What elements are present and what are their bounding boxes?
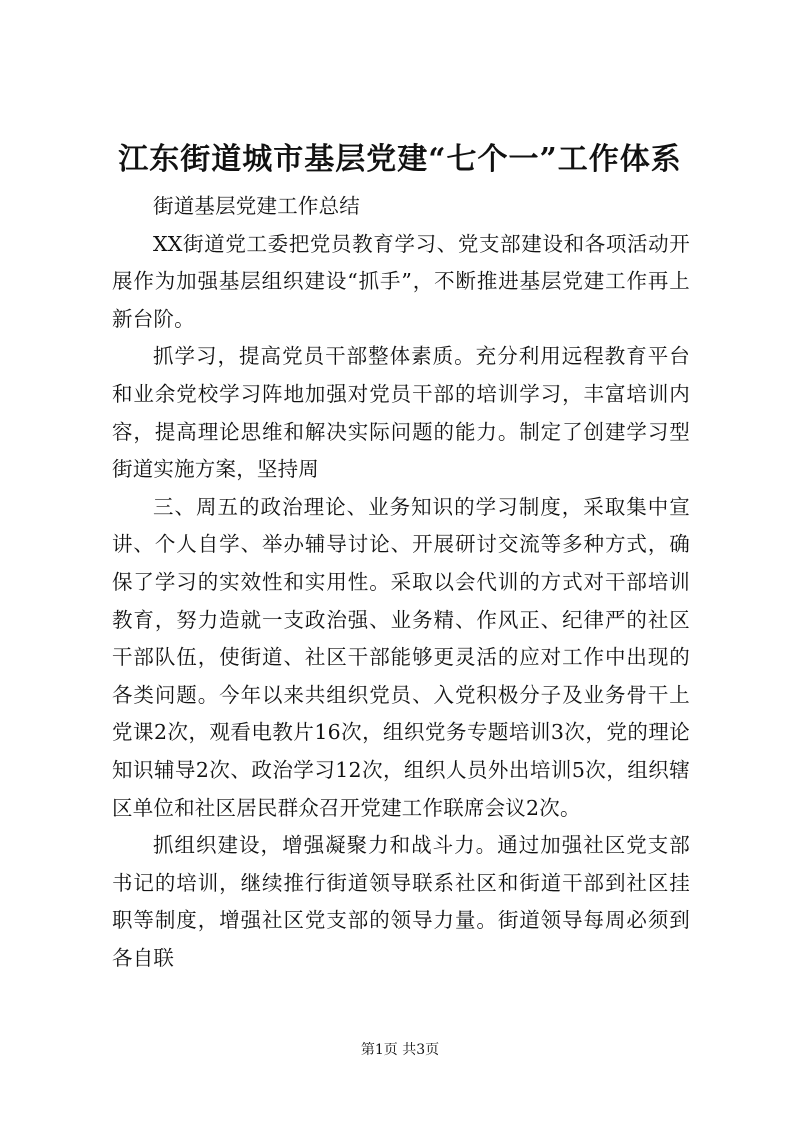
page-number-footer: 第1页 共3页: [360, 1042, 440, 1058]
document-body: [112, 188, 690, 977]
organization-paragraph: 抓组织建设，增强凝聚力和战斗力。通过加强社区党支部书记的培训，继续推行街道领导联系社区和街道干部到社区挂职等制度，增强社区党支部的领导力量。街道领导每周必须到各自联: [112, 833, 690, 970]
study-system-paragraph: 三、周五的政治理论、业务知识的学习制度，采取集中宣讲、个人自学、举办辅导讨论、开展研讨交流等多种方式，确保了学习的实效性和实用性。采取以会代训的方式对干部培训教育，努力造就一支政治强、业务精、作风正、纪律严的社区干部队伍，使街道、社区干部能够更灵活的应对工作中出现的各类问题。今年以来共组织党员、入党积极分子及业务骨干上党课2次，观看电教片16次，组织党务专题培训3次，党的理论知识辅导2次、政治学习12次，组织人员外出培训5次，组织辖区单位和社区居民群众召开党建工作联席会议2次。: [112, 494, 690, 820]
document-title: 江东街道城市基层党建“七个一”工作体系: [118, 142, 682, 177]
intro-paragraph: XX街道党工委把党员教育学习、党支部建设和各项活动开展作为加强基层组织建设“抓手”，不断推进基层党建工作再上新台阶。: [112, 231, 690, 331]
subtitle-paragraph: 街道基层党建工作总结: [153, 194, 360, 218]
study-paragraph: 抓学习，提高党员干部整体素质。充分利用远程教育平台和业余党校学习阵地加强对党员干部的培训学习，丰富培训内容，提高理论思维和解决实际问题的能力。制定了创建学习型街道实施方案，坚持周: [112, 344, 690, 482]
